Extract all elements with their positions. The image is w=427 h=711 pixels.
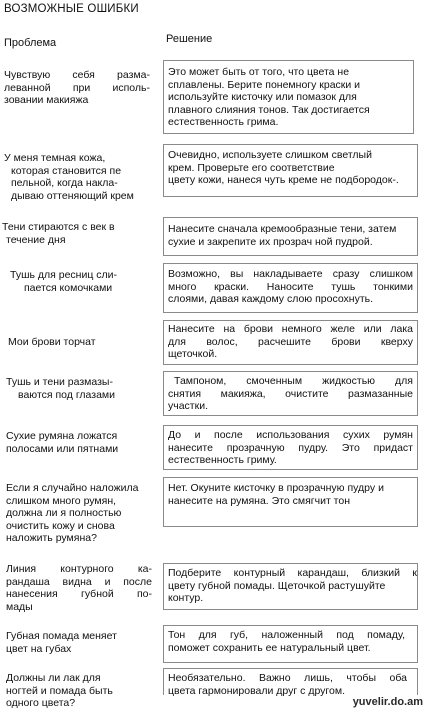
solution-line: Подберите контурный карандаш, близкий к [168, 567, 417, 579]
problem-line: зовании макияжа [4, 94, 89, 106]
solution-line: Нет. Окуните кисточку в прозрачную пудру и [168, 482, 384, 494]
solution-line: Возможно, вы накладываете сразу слишком [168, 268, 413, 280]
solution-line: нанесите прозрачную пудру. Это придаст [168, 441, 413, 454]
solution-line: Тон для губ, наложенный под помаду, [168, 629, 405, 641]
problem-line: ваются под глазами [18, 388, 116, 401]
solution-line: цвета гармонировали друг с другом. [168, 684, 345, 697]
solution-line: используйте кисточку или помазок для [168, 91, 357, 103]
watermark: yuvelir.do.am [352, 696, 423, 708]
solution-box-3 [163, 217, 418, 256]
solution-line: плавного слияния тонов. Так достигается [168, 103, 370, 116]
solution-box-8 [163, 477, 418, 527]
problem-line: Губная помада меняет [6, 630, 117, 642]
problem-line: рандаша видна и после [6, 575, 152, 588]
problem-cell-4 [10, 269, 160, 294]
solution-column-header: Решение [166, 33, 213, 45]
solution-box-9 [163, 563, 418, 610]
problem-line: слишком много румян, [6, 494, 117, 507]
solution-line: сухие и закрепите их прозрач ной пудрой. [168, 235, 373, 248]
problem-cell-6 [6, 376, 156, 401]
solution-line: цвету кожи, нанеся чуть креме не подбородок-. [168, 174, 399, 186]
solution-line: участки. [168, 400, 208, 412]
solution-box-7 [163, 425, 418, 470]
solution-line: снятия макияжа, очистите размазанные [168, 387, 413, 400]
problem-cell-5 [8, 336, 158, 349]
problem-cell-3 [2, 221, 152, 246]
problem-cell-8 [6, 482, 156, 545]
solution-line: Необязательно. Важно лишь, чтобы оба [168, 672, 407, 684]
solution-line: крем. Проверьте его соответствие [168, 161, 335, 174]
problem-line: нанесения губной по- [6, 588, 152, 600]
solution-box-10 [163, 625, 418, 663]
problem-line: Мои брови торчат [8, 336, 96, 348]
problem-cell-11 [6, 672, 156, 710]
solution-box-2 [163, 144, 418, 197]
solution-box-4 [163, 263, 418, 313]
problem-line: У меня темная кожа, [4, 152, 106, 164]
problem-cell-1 [4, 69, 150, 107]
problem-line: наложить румяна? [6, 532, 97, 544]
problem-line: Линия контурного ка- [6, 563, 152, 575]
problem-line: Должны ли лак для [6, 672, 101, 684]
problem-line: Тушь и тени размазы- [6, 376, 113, 388]
problem-line: очистить кожу и снова [6, 519, 115, 532]
problem-line: одного цвета? [6, 697, 76, 709]
solution-line: поможет сохранить ее натуральный цвет. [168, 641, 371, 654]
problem-cell-9 [6, 563, 152, 613]
problem-line: Чувствую себя разма- [4, 69, 150, 81]
solution-line: цвету губной помады. Щеточкой растушуйте [168, 579, 386, 592]
problem-cell-10 [6, 630, 156, 655]
solution-line: слоями, давая каждому слою просохнуть. [168, 293, 374, 305]
solution-line: естественность гриму. [168, 454, 277, 466]
solution-line: Нанесите на брови немного желе или лака [168, 323, 413, 335]
solution-line: Тампоном, смоченным жидкостью для [174, 375, 413, 387]
solution-line: щеточкой. [168, 348, 218, 360]
problem-line: Сухие румяна ложатся [6, 430, 118, 442]
solution-box-5 [163, 320, 418, 365]
problem-line: течение дня [6, 233, 66, 246]
solution-line: контур. [168, 592, 204, 604]
problem-line: Тушь для ресниц сли- [10, 269, 118, 281]
problem-line: леванной при исполь- [4, 81, 150, 94]
problem-line: должна ли я полностью [6, 507, 122, 519]
solution-box-1 [163, 60, 414, 134]
problem-line: полосами или пятнами [6, 442, 119, 455]
problem-line: цвет на губах [6, 642, 72, 655]
solution-line: До и после использования сухих румян [168, 429, 413, 441]
solution-line: сплавлены. Берите понемногу краски и [168, 78, 361, 91]
problem-column-header: Проблема [4, 37, 57, 49]
problem-cell-2 [4, 152, 154, 202]
solution-line: Нанесите сначала кремообразные тени, затем [168, 223, 397, 235]
problem-line: дываю оттеняющий крем [11, 189, 134, 202]
problem-cell-7 [6, 430, 156, 455]
problem-line: мады [6, 600, 33, 613]
problem-line: Если я случайно наложила [6, 482, 139, 494]
solution-line: Очевидно, используете слишком светлый [168, 149, 372, 161]
solution-line: Это может быть от того, что цвета не [168, 66, 350, 78]
solution-line: для волос, расчешите брови кверху [168, 335, 413, 348]
solution-line: много краски. Наносите тушь тонкими [168, 280, 413, 293]
solution-box-11 [163, 668, 418, 695]
solution-line: нанесите на румяна. Это смягчит тон [168, 494, 350, 507]
solution-line: естественность грима. [168, 116, 279, 128]
problem-line: ногтей и помада быть [6, 684, 113, 697]
problem-line: Тени стираются с век в [2, 221, 115, 233]
solution-box-6 [163, 371, 418, 416]
problem-line: которая становится пе [11, 164, 122, 177]
problem-line: пается комочками [24, 281, 113, 294]
problem-line: пельной, когда накла- [11, 177, 118, 189]
page-title: ВОЗМОЖНЫЕ ОШИБКИ [4, 3, 139, 15]
